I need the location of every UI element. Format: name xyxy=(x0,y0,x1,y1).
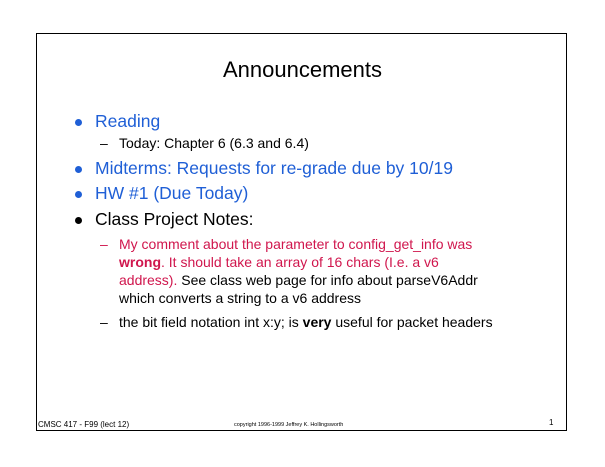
bullet-dot-icon xyxy=(75,166,82,173)
emphasis-very: very xyxy=(302,314,332,330)
bullet-project-notes-text: Class Project Notes: xyxy=(95,209,254,229)
bullet-hw1-text: HW #1 (Due Today) xyxy=(95,183,249,203)
sub-bullet-reading-text: Today: Chapter 6 (6.3 and 6.4) xyxy=(119,135,309,151)
bullet-dot-icon xyxy=(75,191,82,198)
dash-icon: – xyxy=(100,236,108,252)
footer-copyright: copyright 1996-1999 Jeffrey K. Hollingsworth xyxy=(234,422,344,428)
project-note-1-line-3-black: See class web page for info about parseV6Addr xyxy=(177,272,478,288)
project-note-1-line-1: My comment about the parameter to config_get_info was xyxy=(119,236,473,252)
bullet-reading-text: Reading xyxy=(95,111,161,131)
slide-frame xyxy=(36,33,567,431)
dash-icon: – xyxy=(100,135,108,151)
project-note-1-line-4: which converts a string to a v6 address xyxy=(119,290,362,306)
project-note-1-line-3-red: address). xyxy=(119,272,178,288)
bullet-dot-icon xyxy=(75,119,82,126)
emphasis-wrong: wrong xyxy=(119,254,161,270)
project-note-2-after: useful for packet headers xyxy=(331,314,493,330)
footer-course: CMSC 417 - F99 (lect 12) xyxy=(38,420,130,429)
footer-page-number: 1 xyxy=(549,418,554,427)
project-note-1-line-2-rest: . It should take an array of 16 chars (I.e. a v6 xyxy=(161,254,439,270)
project-note-2-text xyxy=(119,313,493,331)
dash-icon: – xyxy=(100,314,108,330)
bullet-dot-icon xyxy=(75,217,82,224)
project-note-1-line-2 xyxy=(119,253,439,271)
project-note-2-before: the bit field notation int x:y; is xyxy=(119,314,303,330)
slide-title: Announcements xyxy=(223,57,382,82)
bullet-midterms-text: Midterms: Requests for re-grade due by 10/19 xyxy=(95,158,453,178)
project-note-1-line-3 xyxy=(119,271,478,289)
